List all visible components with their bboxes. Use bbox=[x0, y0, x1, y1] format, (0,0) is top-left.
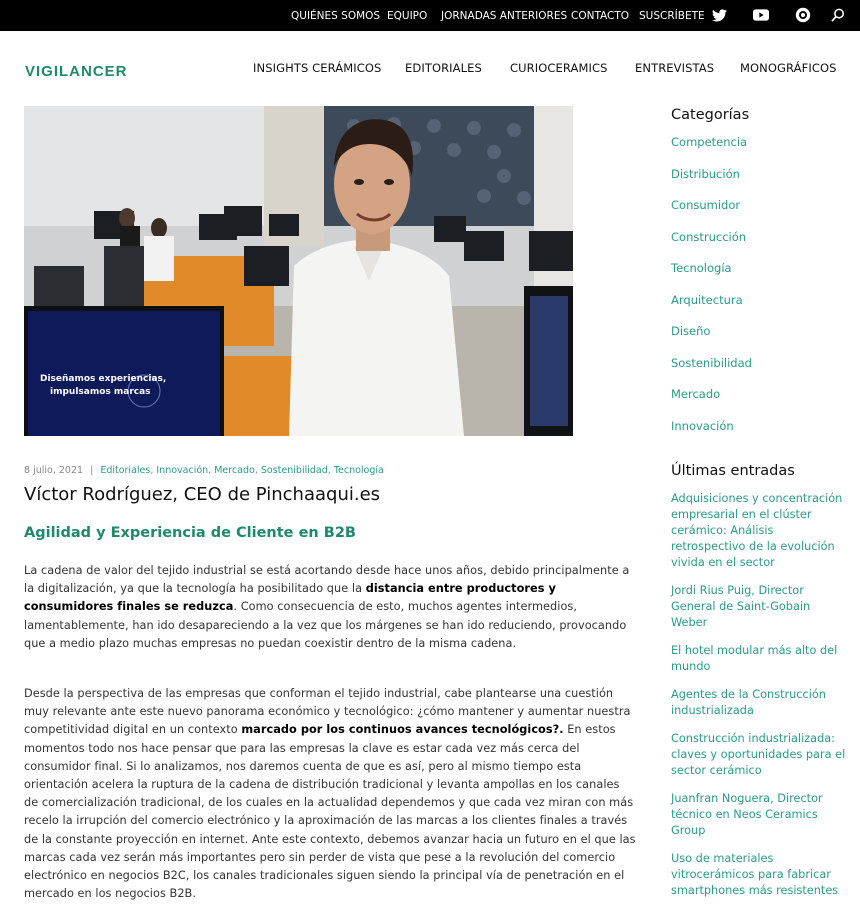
twitter-icon[interactable] bbox=[710, 6, 728, 24]
paragraph-text: La cadena de valor del tejido industrial se está acortando desde hace unos años, debido principalmente a la digitalización, ya que la tecnología ha posibilitado que la bbox=[24, 564, 630, 596]
topnav-jornadas-anteriores[interactable]: JORNADAS ANTERIORES bbox=[441, 9, 568, 22]
screen-text-line2: impulsamos marcas bbox=[50, 387, 151, 397]
post-date: 8 julio, 2021 bbox=[24, 465, 84, 476]
topnav-suscribete[interactable]: SUSCRÍBETE bbox=[639, 9, 705, 22]
paragraph-bold: distancia entre productores y consumidores finales se reduzca bbox=[24, 582, 556, 614]
paragraph-1 bbox=[24, 562, 636, 653]
site-logo[interactable]: VIGILANCER bbox=[25, 63, 128, 80]
site-header bbox=[0, 31, 860, 106]
nav-editoriales[interactable]: EDITORIALES bbox=[405, 61, 482, 75]
sidebar-category-construccion[interactable]: Construcción bbox=[671, 230, 747, 244]
meta-separator: | bbox=[90, 465, 94, 476]
latest-post-link[interactable]: Adquisiciones y concentración empresarial en el clúster cerámico: Análisis retrospectivo de la evolución vivida en el sector bbox=[671, 492, 843, 569]
latest-post-link[interactable]: Construcción industrializada: claves y oportunidades para el sector cerámico bbox=[671, 732, 846, 777]
paragraph-text: Desde la perspectiva de las empresas que conforman el tejido industrial, cabe plantearse una cuestión muy relevante ante este nuevo panorama económico y tecnológico: ¿cómo mantener y aumentar nuestra competitividad digital en un contexto bbox=[24, 687, 631, 737]
nav-monograficos[interactable]: MONOGRÁFICOS bbox=[740, 61, 837, 75]
youtube-icon[interactable] bbox=[752, 6, 770, 24]
latest-post-link[interactable]: El hotel modular más alto del mundo bbox=[671, 644, 838, 673]
sidebar-category-consumidor[interactable]: Consumidor bbox=[671, 198, 741, 212]
latest-post-link[interactable]: Uso de materiales vitrocerámicos para fabricar smartphones más resistentes bbox=[671, 852, 839, 897]
featured-image bbox=[24, 106, 573, 436]
sidebar-category-mercado[interactable]: Mercado bbox=[671, 387, 721, 401]
nav-insights-ceramicos[interactable]: INSIGHTS CERÁMICOS bbox=[253, 61, 382, 75]
post-title: Víctor Rodríguez, CEO de Pinchaaqui.es bbox=[24, 484, 381, 505]
screen-text-line1: Diseñamos experiencias, bbox=[40, 374, 167, 384]
top-bar bbox=[0, 0, 860, 31]
category-link[interactable]: Tecnología bbox=[333, 465, 384, 476]
paragraph-text: . Como consecuencia de esto, muchos agentes intermedios, lamentablemente, han ido desapareciendo a la vez que los márgenes se han ido reduciendo, provocando que a medio plazo muchas empresas no puedan coexistir dentro de la misma cadena. bbox=[24, 600, 627, 650]
post-meta: 8 julio, 2021 | Editoriales, Innovación, Mercado, Sostenibilidad, Tecnología bbox=[24, 465, 384, 476]
sidebar-category-arquitectura[interactable]: Arquitectura bbox=[671, 293, 743, 307]
category-link[interactable]: Mercado bbox=[214, 465, 255, 476]
categories-heading: Categorías bbox=[671, 107, 750, 123]
paragraph-text: En estos momentos todo nos hace pensar que para las empresas la clave es estar cada vez más cerca del consumidor final. Si lo analizamos, nos daremos cuenta de que es así, pero al mismo tiempo esta orientación acelera la ruptura de la cadena de distribución tradicional y levanta ampollas en los canales de comercialización tradicional, de los cuales en la actualidad dependemos y que cada vez miran con más recelo la irrupción del comercio electrónico y la aproximación de las marcas a los clientes finales a través de la constante proyección en internet. Ante este contexto, debemos avanzar hacia un futuro en el que las marcas cada vez serán más importantes pero sin perder de vista que pese a la revolución del comercio electrónico en negocios B2C, los canales tradicionales siguen siendo la principal vía de penetración en el mercado en los negocios B2B. bbox=[24, 723, 636, 901]
sidebar-category-diseno[interactable]: Diseño bbox=[671, 324, 711, 338]
topnav-contacto[interactable]: CONTACTO bbox=[571, 9, 630, 22]
latest-post-link[interactable]: Jordi Rius Puig, Director General de Saint-Gobain Weber bbox=[671, 584, 811, 629]
nav-entrevistas[interactable]: ENTREVISTAS bbox=[635, 61, 715, 75]
sidebar-category-tecnologia[interactable]: Tecnología bbox=[671, 261, 732, 275]
latest-post-link[interactable]: Agentes de la Construcción industrializada bbox=[671, 688, 826, 717]
paragraph-2 bbox=[24, 685, 636, 903]
sidebar-category-competencia[interactable]: Competencia bbox=[671, 135, 748, 149]
paragraph-bold: marcado por los continuos avances tecnológicos?. bbox=[241, 723, 564, 737]
latest-post-link[interactable]: Juanfran Noguera, Director técnico en Neos Ceramics Group bbox=[671, 792, 823, 837]
sidebar-category-innovacion[interactable]: Innovación bbox=[671, 419, 734, 433]
issuu-icon[interactable] bbox=[794, 6, 812, 24]
search-icon[interactable] bbox=[829, 6, 847, 24]
topnav-equipo[interactable]: EQUIPO bbox=[387, 9, 428, 22]
category-link[interactable]: Editoriales bbox=[100, 465, 151, 476]
topnav-quienes-somos[interactable]: QUIÉNES SOMOS bbox=[291, 9, 381, 22]
category-link[interactable]: Sostenibilidad bbox=[260, 465, 328, 476]
sidebar-category-distribucion[interactable]: Distribución bbox=[671, 167, 740, 181]
category-link[interactable]: Innovación bbox=[156, 465, 209, 476]
sidebar-category-sostenibilidad[interactable]: Sostenibilidad bbox=[671, 356, 752, 370]
latest-posts-heading: Últimas entradas bbox=[671, 463, 795, 479]
post-subtitle: Agilidad y Experiencia de Cliente en B2B bbox=[24, 525, 356, 541]
nav-curioceramics[interactable]: CURIOCERAMICS bbox=[510, 61, 608, 75]
